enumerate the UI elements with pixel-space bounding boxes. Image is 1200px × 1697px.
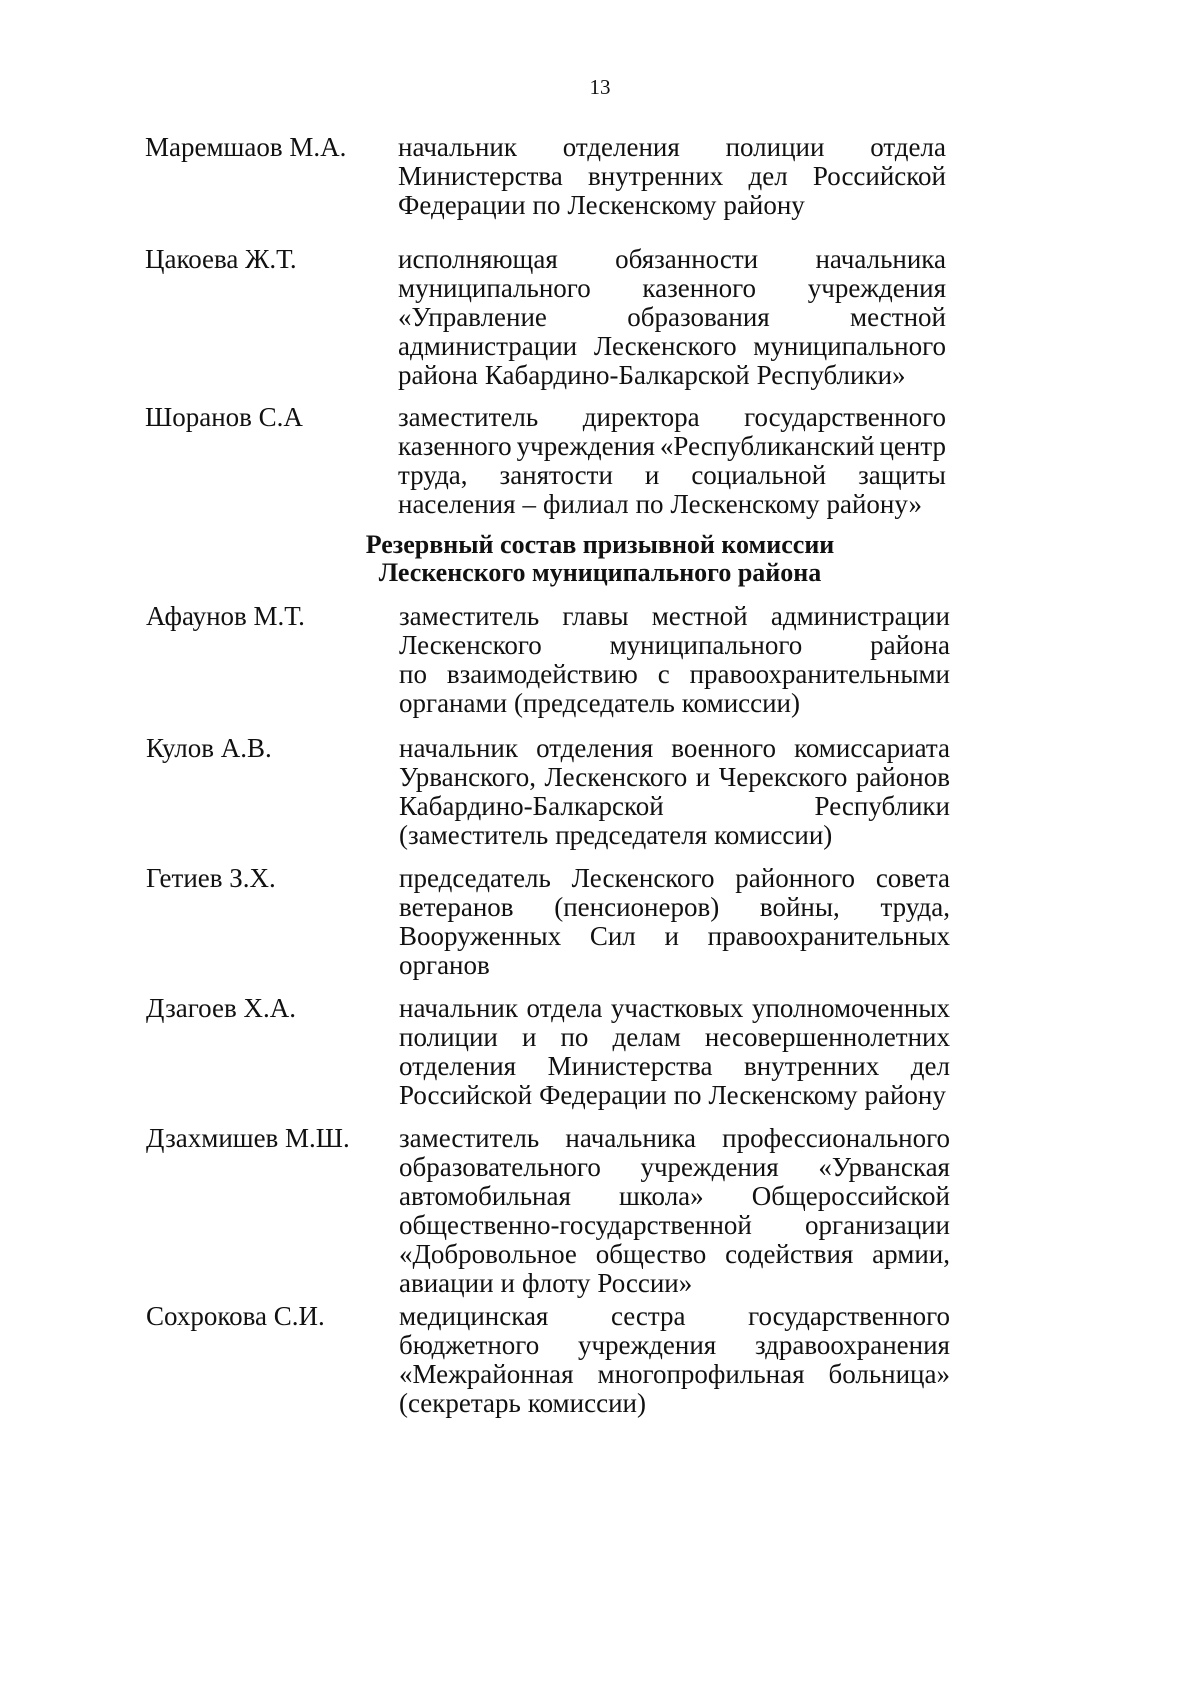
member-name: Кулов А.В. xyxy=(146,733,272,763)
role-word: казенного xyxy=(398,431,512,461)
role-word: отделения xyxy=(562,132,680,162)
role-line xyxy=(399,689,950,718)
role-word: комиссии) xyxy=(714,820,833,850)
role-word: начальник xyxy=(399,993,518,1023)
reserve-heading xyxy=(0,531,1200,587)
role-word: делам xyxy=(612,1022,681,1052)
role-word: автомобильная xyxy=(399,1181,571,1211)
role-word: уполномоченных xyxy=(751,993,950,1023)
role-word: бюджетного xyxy=(399,1330,540,1360)
member-role xyxy=(399,602,950,718)
role-word: Кабардино-Балкарской xyxy=(399,791,664,821)
role-word: Российской xyxy=(399,1080,533,1110)
role-word: отдела xyxy=(526,993,603,1023)
member-name: Шоранов С.А xyxy=(145,402,303,432)
role-word: полиции xyxy=(725,132,825,162)
role-word: по xyxy=(635,489,664,519)
role-word: армии, xyxy=(872,1239,950,1269)
page-number: 13 xyxy=(589,75,611,99)
role-word: и xyxy=(500,1268,515,1298)
role-word: казенного xyxy=(642,273,757,303)
role-word: внутренних xyxy=(744,1051,880,1081)
role-line xyxy=(398,332,946,361)
role-word: заместитель xyxy=(398,402,539,432)
role-word: «Добровольное xyxy=(399,1239,577,1269)
role-line xyxy=(398,303,946,332)
role-word: занятости xyxy=(499,460,613,490)
role-line xyxy=(399,602,950,631)
role-word: (председатель xyxy=(514,688,675,718)
role-word: «Республиканский xyxy=(659,431,875,461)
role-word: председатель xyxy=(399,863,551,893)
role-word: Республики xyxy=(814,791,950,821)
role-word: муниципального xyxy=(609,630,803,660)
role-line xyxy=(399,763,950,792)
role-word: Сил xyxy=(589,921,636,951)
member-role xyxy=(399,864,950,980)
role-word: муниципального xyxy=(398,273,591,303)
role-word: (заместитель xyxy=(399,820,549,850)
member-role xyxy=(398,133,946,220)
role-word: Федерации xyxy=(539,1080,667,1110)
role-word: по xyxy=(560,1022,589,1052)
role-word: по xyxy=(399,659,427,689)
role-line xyxy=(399,1240,950,1269)
role-word: района xyxy=(870,630,950,660)
role-word: учреждения xyxy=(640,1152,779,1182)
role-word: обязанности xyxy=(615,244,759,274)
member-name: Дзагоев Х.А. xyxy=(146,993,296,1023)
role-word: Лескенского xyxy=(399,630,542,660)
role-word: несовершеннолетних xyxy=(704,1022,950,1052)
role-word: образования xyxy=(627,302,770,332)
role-word: школа» xyxy=(619,1181,704,1211)
role-word: государственного xyxy=(748,1301,950,1331)
role-line xyxy=(398,403,946,432)
role-word: полиции xyxy=(399,1022,498,1052)
role-word: (секретарь xyxy=(399,1388,521,1418)
role-line xyxy=(399,1211,950,1240)
role-line xyxy=(399,734,950,763)
role-word: с xyxy=(657,659,670,689)
role-word: общество xyxy=(595,1239,707,1269)
role-word: Федерации xyxy=(398,190,526,220)
role-word: заместитель xyxy=(399,1123,540,1153)
role-word: районного xyxy=(735,863,855,893)
role-word: «Урванская xyxy=(818,1152,950,1182)
role-word: флоту xyxy=(521,1268,591,1298)
role-word: Министерства xyxy=(398,161,563,191)
role-word: району xyxy=(864,1080,946,1110)
role-word: и xyxy=(695,762,711,792)
member-name: Дзахмишев М.Ш. xyxy=(146,1123,350,1153)
member-name: Афаунов М.Т. xyxy=(146,601,305,631)
role-line xyxy=(398,490,946,519)
role-word: труда, xyxy=(398,460,468,490)
role-word: филиал xyxy=(543,489,629,519)
role-word: дел xyxy=(910,1051,950,1081)
role-word: местной xyxy=(850,302,946,332)
role-line xyxy=(399,792,950,821)
role-word: Кабардино-Балкарской xyxy=(484,360,750,390)
role-line xyxy=(399,1023,950,1052)
role-line xyxy=(398,162,946,191)
role-word: отдела xyxy=(870,132,946,162)
member-role xyxy=(399,1124,950,1298)
role-word: комиссии) xyxy=(681,688,800,718)
role-word: Общероссийской xyxy=(751,1181,950,1211)
role-word: труда, xyxy=(880,892,950,922)
role-word: дел xyxy=(748,161,788,191)
role-word: многопрофильная xyxy=(597,1359,805,1389)
role-word: здравоохранения xyxy=(754,1330,950,1360)
role-word: району xyxy=(723,190,805,220)
role-line xyxy=(398,361,946,390)
role-word: органов xyxy=(399,950,490,980)
role-word: ветеранов xyxy=(399,892,514,922)
role-line xyxy=(399,1081,950,1110)
role-word: комиссариата xyxy=(794,733,950,763)
member-role xyxy=(399,1302,950,1418)
role-word: и xyxy=(644,460,660,490)
role-line xyxy=(399,1052,950,1081)
role-word: и xyxy=(664,921,679,951)
role-word: населения xyxy=(398,489,516,519)
role-word: Лескенскому xyxy=(708,1080,858,1110)
role-word: Лескенского xyxy=(544,762,688,792)
role-line xyxy=(399,1124,950,1153)
role-line xyxy=(398,191,946,220)
role-word: авиации xyxy=(399,1268,494,1298)
reserve-heading-line-1: Резервный состав призывной комиссии xyxy=(365,530,835,559)
member-role xyxy=(399,994,950,1110)
role-word: правоохранительных xyxy=(707,921,950,951)
role-word: начальник xyxy=(398,132,517,162)
role-word: району» xyxy=(826,489,923,519)
role-line xyxy=(399,994,950,1023)
role-word: защиты xyxy=(858,460,946,490)
role-word: Министерства xyxy=(547,1051,713,1081)
role-word: по xyxy=(532,190,561,220)
role-word: взаимодействию xyxy=(446,659,638,689)
role-word: отделения xyxy=(536,733,654,763)
role-line xyxy=(398,133,946,162)
role-word: сестра xyxy=(610,1301,686,1331)
role-word: учреждения xyxy=(516,431,655,461)
role-word: медицинская xyxy=(399,1301,549,1331)
role-line xyxy=(399,922,950,951)
role-word: – xyxy=(522,489,537,519)
role-word: войны, xyxy=(759,892,840,922)
role-word: образовательного xyxy=(399,1152,601,1182)
role-word: внутренних xyxy=(588,161,724,191)
role-word: отделения xyxy=(399,1051,517,1081)
role-word: органами xyxy=(399,688,508,718)
role-word: «Управление xyxy=(398,302,547,332)
role-line xyxy=(399,1389,950,1418)
role-word: Вооруженных xyxy=(399,921,562,951)
role-word: правоохранительными xyxy=(689,659,950,689)
role-line xyxy=(398,274,946,303)
role-word: исполняющая xyxy=(398,244,558,274)
role-word: общественно-государственной xyxy=(399,1210,752,1240)
role-line xyxy=(399,1302,950,1331)
role-word: учреждения xyxy=(577,1330,717,1360)
role-word: Российской xyxy=(812,161,946,191)
role-line xyxy=(398,245,946,274)
role-word: совета xyxy=(875,863,950,893)
role-word: и xyxy=(521,1022,537,1052)
role-line xyxy=(399,631,950,660)
role-line xyxy=(399,660,950,689)
role-line xyxy=(399,893,950,922)
role-word: (пенсионеров) xyxy=(554,892,720,922)
role-word: Лескенского xyxy=(593,331,737,361)
role-line xyxy=(399,864,950,893)
role-word: центр xyxy=(879,431,946,461)
role-word: Черекского xyxy=(718,762,848,792)
role-word: начальник xyxy=(399,733,518,763)
role-word: организации xyxy=(805,1210,950,1240)
role-word: участковых xyxy=(610,993,744,1023)
role-word: Лескенскому xyxy=(670,489,820,519)
role-line xyxy=(399,1360,950,1389)
role-word: начальника xyxy=(815,244,946,274)
role-word: Лескенскому xyxy=(567,190,717,220)
member-role xyxy=(398,245,946,390)
role-word: учреждения xyxy=(807,273,946,303)
role-word: России» xyxy=(597,1268,693,1298)
role-word: больница» xyxy=(828,1359,950,1389)
role-word: директора xyxy=(582,402,700,432)
role-word: по xyxy=(673,1080,702,1110)
reserve-heading-line-2: Лескенского муниципального района xyxy=(378,558,822,587)
member-name: Маремшаов М.А. xyxy=(145,132,347,162)
member-role xyxy=(398,403,946,519)
role-line xyxy=(399,1331,950,1360)
role-line xyxy=(399,821,950,850)
role-word: администрации xyxy=(398,331,578,361)
role-word: содействия xyxy=(725,1239,854,1269)
role-word: социальной xyxy=(691,460,827,490)
role-line xyxy=(399,951,950,980)
role-word: Урванского, xyxy=(399,762,536,792)
role-word: администрации xyxy=(770,601,950,631)
role-word: комиссии) xyxy=(527,1388,646,1418)
role-line xyxy=(398,432,946,461)
role-word: профессионального xyxy=(722,1123,950,1153)
member-name: Гетиев З.Х. xyxy=(146,863,276,893)
role-word: военного xyxy=(671,733,776,763)
role-word: «Межрайонная xyxy=(399,1359,574,1389)
role-line xyxy=(398,461,946,490)
role-line xyxy=(399,1153,950,1182)
role-word: заместитель xyxy=(399,601,540,631)
role-word: муниципального xyxy=(753,331,946,361)
role-word: Лескенского xyxy=(571,863,715,893)
role-line xyxy=(399,1182,950,1211)
role-word: местной xyxy=(651,601,748,631)
role-word: начальника xyxy=(565,1123,696,1153)
member-name: Цакоева Ж.Т. xyxy=(145,244,297,274)
role-word: главы xyxy=(562,601,629,631)
role-line xyxy=(399,1269,950,1298)
member-role xyxy=(399,734,950,850)
role-word: председателя xyxy=(555,820,708,850)
role-word: государственного xyxy=(744,402,946,432)
role-word: Республики» xyxy=(756,360,906,390)
role-word: районов xyxy=(855,762,950,792)
member-name: Сохрокова С.И. xyxy=(146,1301,325,1331)
role-word: района xyxy=(398,360,478,390)
